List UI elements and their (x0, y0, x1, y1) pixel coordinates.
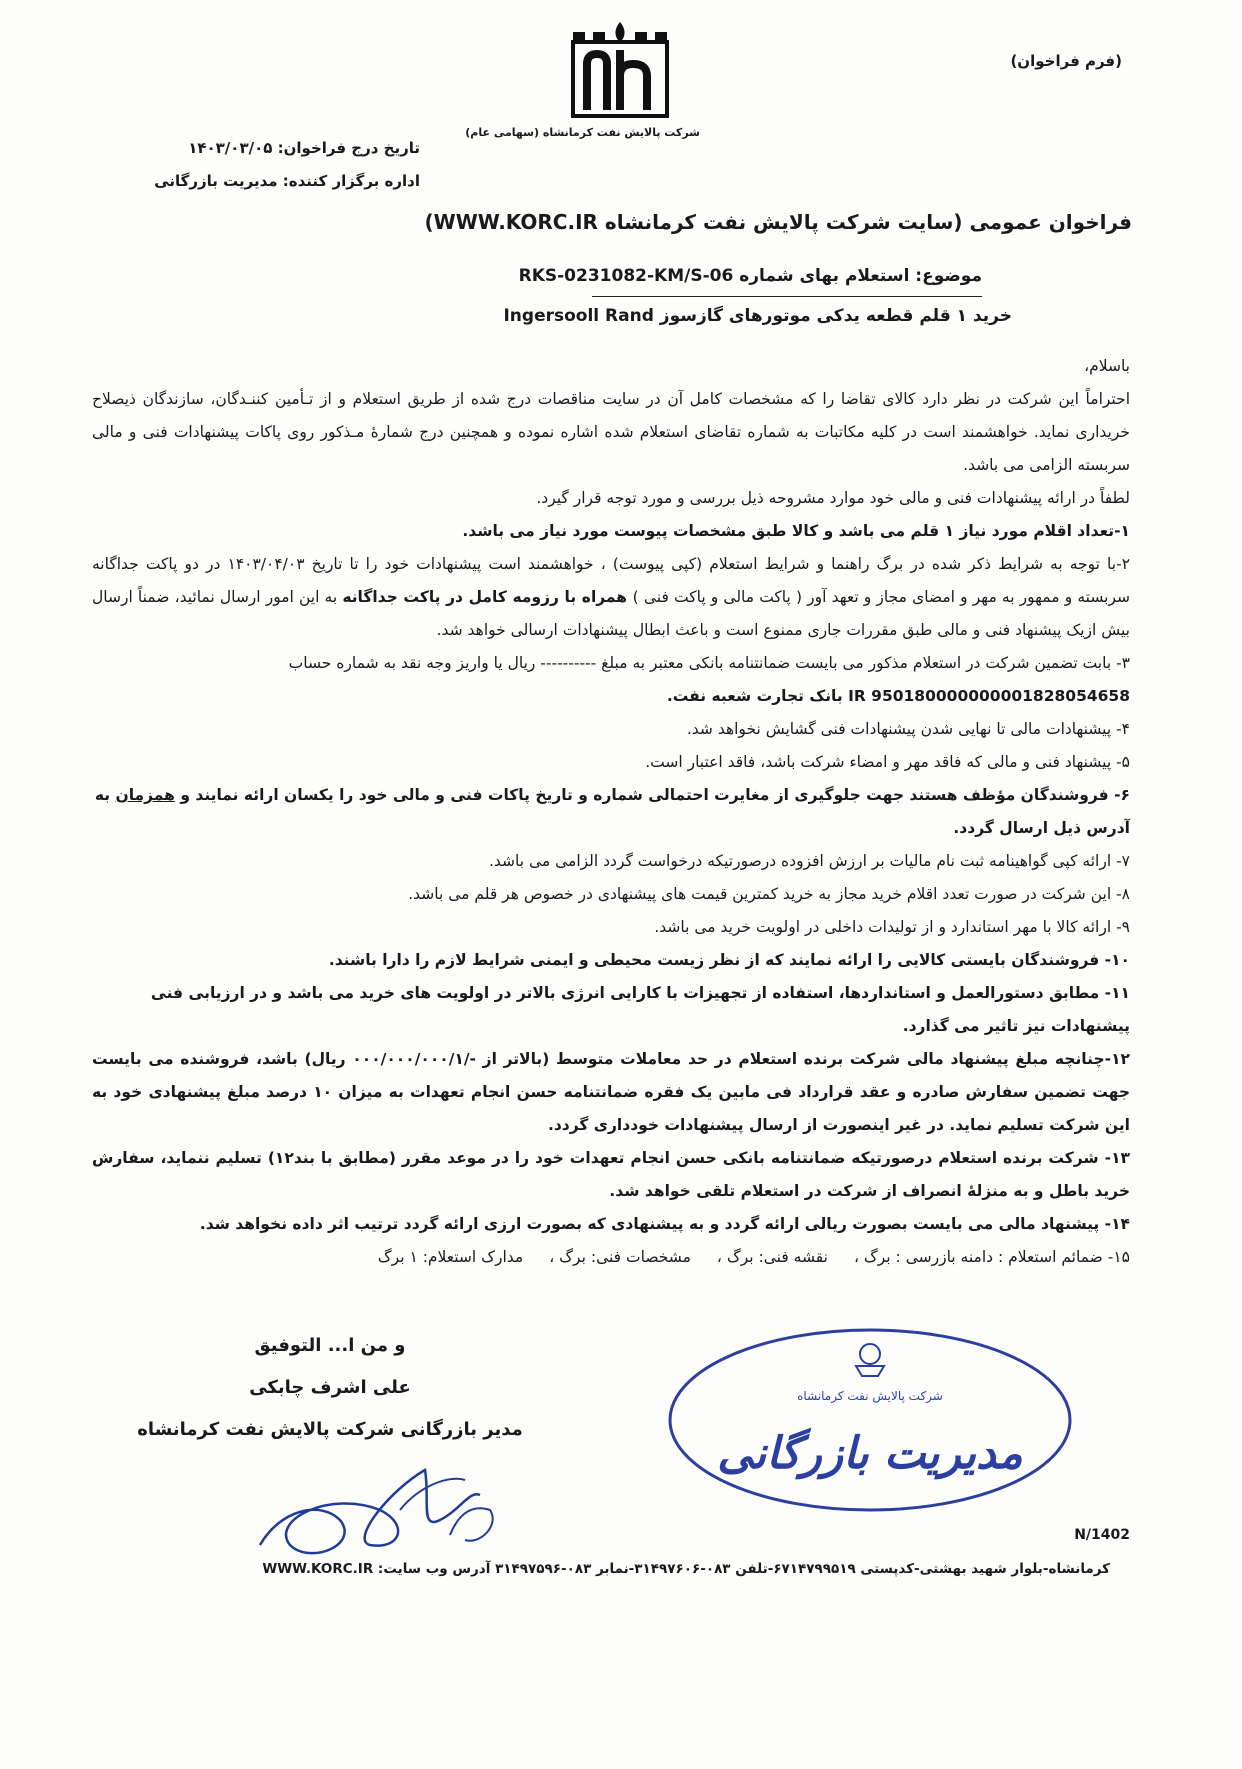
subject: موضوع: استعلام بهای شماره RKS-0231082-KM/S-06 (518, 266, 982, 286)
subject-detail: خرید ۱ قلم قطعه یدکی موتورهای گازسوز Ingersooll Rand (503, 306, 1012, 326)
item-9: ۹- ارائه کالا با مهر استاندارد و از تولیدات داخلی در اولویت خرید می باشد. (654, 918, 1130, 936)
closing-salutation: و من ا... التوفیق (254, 1335, 406, 1356)
item-6-underlined: همزمان (115, 786, 175, 804)
instruction: لطفاً در ارائه پیشنهادات فنی و مالی خود موارد مشروحه ذیل بررسی و مورد توجه قرار گیرد. (536, 489, 1130, 507)
form-label: (فرم فراخوان) (1010, 52, 1122, 70)
subject-underline (592, 296, 982, 297)
item-6 (92, 779, 1130, 845)
item-2 (92, 548, 1130, 647)
stamp-text: مدیریت بازرگانی (717, 1428, 1023, 1479)
item-2-text-b: همراه با رزومه کامل در پاکت جداگانه (342, 588, 633, 606)
item-8: ۸- این شرکت در صورت تعدد اقلام خرید مجاز به خرید کمترین قیمت های پیشنهادی در خصوص هر قلم می باشد. (408, 885, 1130, 903)
publish-date: تاریخ درج فراخوان: ۱۴۰۳/۰۳/۰۵ (188, 139, 420, 157)
item-13: ۱۳- شرکت برنده استعلام درصورتیکه ضمانتنامه بانکی حسن انجام تعهدات خود را در موعد مقرر (مطابق با بند۱۲) تسلیم ننماید، سفارش خرید باطل و به منزلهٔ انصراف از شرکت در استعلام تلقی خواهد شد. (92, 1149, 1130, 1200)
organizer: اداره برگزار کننده: مدیریت بازرگانی (154, 172, 420, 190)
commerce-stamp (660, 1320, 1080, 1520)
item-7: ۷- ارائه کپی گواهینامه ثبت نام مالیات بر ارزش افزوده درصورتیکه درخواست گردد الزامی می باشد. (488, 852, 1130, 870)
item-5: ۵- پیشنهاد فنی و مالی که فاقد مهر و امضاء شرکت باشد، فاقد اعتبار است. (645, 753, 1130, 771)
item-15-part: نقشه فنی: برگ ، (716, 1248, 828, 1266)
closing-block (120, 1325, 540, 1451)
item-14: ۱۴- پیشنهاد مالی می بایست بصورت ریالی ارائه گردد و به پیشنهادی که بصورت ارزی ارائه گردد ترتیب اثر داده نخواهد شد. (199, 1215, 1130, 1233)
item-15 (92, 1241, 1130, 1274)
item-6-text-a: ۶- فروشندگان مؤظف هستند جهت جلوگیری از مغایرت احتمالی شماره و تاریخ پاکات فنی و مالی خود را یکسان ارائه نمایند و (174, 786, 1130, 804)
stamp-org: شرکت پالایش نفت کرمانشاه (797, 1389, 943, 1403)
item-15-part: مشخصات فنی: برگ ، (549, 1248, 691, 1266)
item-15-part: ۱۵- ضمائم استعلام : دامنه بازرسی : برگ ، (853, 1248, 1130, 1266)
item-2-text-a: ۲-با توجه به شرایط ذکر شده در برگ راهنما و شرایط استعلام (کپی پیوست) ، خواهشمند است پیشنهادات خود را تا تاریخ ۱۴۰۳/۰۴/۰۳ در دو پاکت جداگانه سربسته و ممهور به مهر و امضای مجاز و تعهد آور ( پاکت مالی و پاکت فنی ) (92, 555, 1131, 606)
refinery-logo-icon (565, 20, 675, 120)
signer-position: مدیر بازرگانی شرکت پالایش نفت کرمانشاه (137, 1419, 523, 1440)
company-caption: شرکت پالایش نفت کرمانشاه (سهامی عام) (465, 126, 700, 139)
item-10: ۱۰- فروشندگان بایستی کالایی را ارائه نمایند که از نظر زیست محیطی و ایمنی شرایط لازم را دارا باشند. (328, 951, 1130, 969)
publish-meta (100, 132, 420, 198)
item-11: ۱۱- مطابق دستورالعمل و استانداردها، استفاده از تجهیزات با کارایی انرژی بالاتر در اولویت های خرید می باشد و در ارزیابی فنی پیشنهادات نیز تاثیر می گذارد. (150, 984, 1130, 1035)
item-3-account: IR 950180000000001828054658 بانک تجارت شعبه نفت. (666, 687, 1130, 705)
company-logo (465, 20, 700, 160)
item-2-text-c: به این امور ارسال نمائید، ضمناً ارسال بیش ازیک پیشنهاد فنی و مالی طبق مقررات جاری ممنوع است و باعث ابطال پیشنهادات ارسالی خواهد شد. (92, 588, 1130, 639)
item-3-text-a: ۳- بابت تضمین شرکت در استعلام مذکور می بایست ضمانتنامه بانکی معتبر به مبلغ ---------- ریال یا واریز وجه نقد به شماره حساب (288, 654, 1130, 672)
document-code: N/1402 (1074, 1527, 1130, 1543)
item-6-text-b: به آدرس ذیل ارسال گردد. (94, 786, 1130, 837)
refinery-emblem-icon (856, 1344, 884, 1376)
intro-paragraph: احتراماً این شرکت در نظر دارد کالای تقاضا را که مشخصات کامل آن در سایت مناقصات درج شده از طریق استعلام و از تـأمین کننـدگان، سازندگان ذیصلاح خریداری نماید. خواهشمند است در کلیه مکاتبات به شماره تقاضای استعلام شده اشاره نموده و همچنین درج شمارهٔ مـذکور روی پاکات پیشنهادات فنی و مالی سربسته الزامی می باشد. (92, 390, 1130, 474)
page-title: فراخوان عمومی (سایت شرکت پالایش نفت کرمانشاه WWW.KORC.IR) (424, 210, 1132, 234)
item-4: ۴- پیشنهادات مالی تا نهایی شدن پیشنهادات فنی گشایش نخواهد شد. (686, 720, 1130, 738)
item-12: ۱۲-چنانچه مبلغ پیشنهاد مالی شرکت برنده استعلام در حد معاملات متوسط (بالاتر از -/۰۰۰/۰۰۰/۰۰۰/۱ ریال) باشد، فروشنده می بایست جهت تضمین سفارش صادره و عقد قرارداد فی مابین یک فقره ضمانتنامه حسن انجام تعهدات به میزان ۱۰ درصد مبلغ پیشنهادی خود به این شرکت تسلیم نماید. در غیر اینصورت از ارسال پیشنهادات خودداری گردد. (92, 1050, 1131, 1134)
footer-address: کرمانشاه-بلوار شهید بهشتی-کدپستی ۶۷۱۴۷۹۹۵۱۹-تلفن ۰۸۳-۳۱۴۹۷۶۰۶-نمابر ۰۸۳-۳۱۴۹۷۵۹۶ آدرس وب سایت: WWW.KORC.IR (262, 1561, 1110, 1577)
item-15-part: مدارک استعلام: ۱ برگ (377, 1248, 524, 1266)
item-1: ۱-تعداد اقلام مورد نیاز ۱ قلم می باشد و کالا طبق مشخصات پیوست مورد نیاز می باشد. (462, 522, 1130, 540)
greeting: باسلام، (1084, 357, 1130, 375)
signer-name: علی اشرف چابکی (249, 1377, 411, 1398)
letter-body (92, 350, 1130, 1274)
item-3 (92, 647, 1130, 713)
